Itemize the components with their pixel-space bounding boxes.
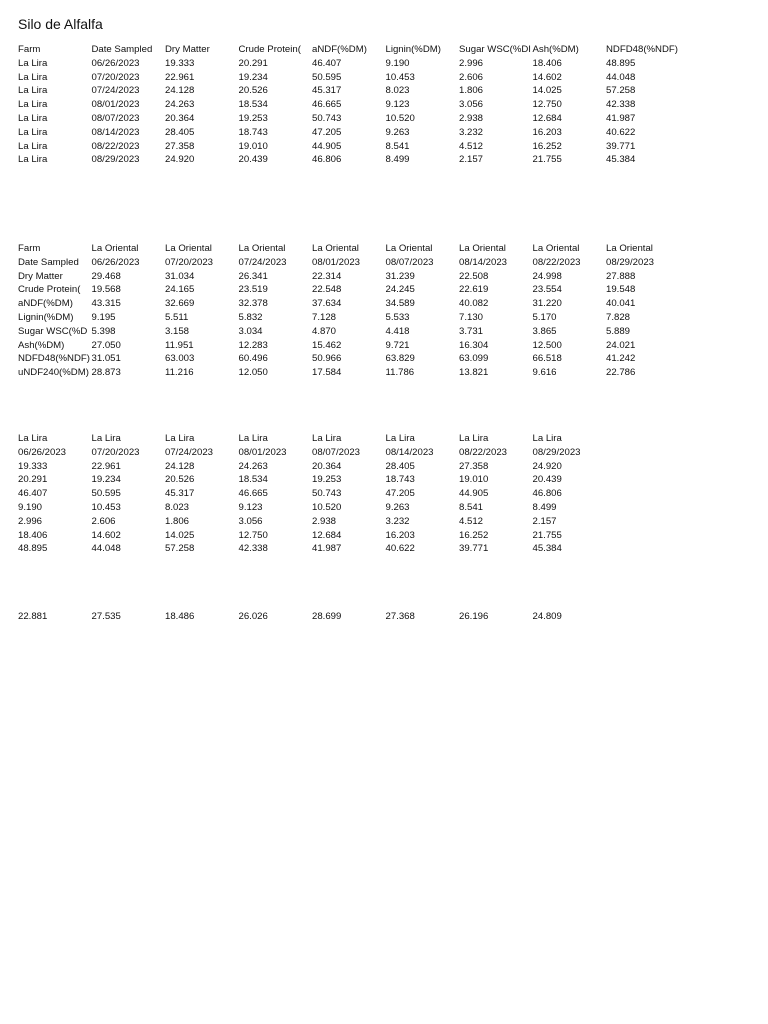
table-cell: La Oriental: [238, 243, 286, 254]
table-row: [18, 311, 755, 325]
table-cell: 3.034: [238, 325, 263, 337]
table-cell: La Lira: [385, 433, 415, 444]
table-cell: 34.589: [385, 298, 415, 310]
table-cell: aNDF(%DM): [18, 298, 73, 310]
table-cell: 19.333: [18, 460, 48, 472]
table-cell: 31.239: [385, 270, 415, 282]
table-cell: La Lira: [18, 154, 48, 166]
table-row: [18, 98, 755, 112]
table-cell: 27.888: [606, 270, 636, 282]
table-row: [18, 610, 755, 624]
table-cell: 19.010: [238, 140, 268, 152]
table-cell: 23.554: [532, 284, 562, 296]
table-row: [18, 501, 755, 515]
table-cell: 19.253: [238, 112, 268, 124]
table-cell: 07/24/2023: [165, 446, 214, 458]
table-cell: 16.304: [459, 339, 489, 351]
table-row: [18, 84, 755, 98]
table-cell: 3.232: [459, 126, 484, 138]
table-cell: 21.755: [532, 154, 562, 166]
table-cell: Crude Protein(: [238, 44, 301, 55]
table-cell: 12.750: [532, 99, 562, 111]
table-cell: La Oriental: [606, 243, 653, 254]
table-cell: 10.453: [385, 71, 415, 83]
table-cell: 3.865: [532, 325, 557, 337]
table-cell: 08/22/2023: [91, 140, 140, 152]
table-cell: 1.806: [165, 515, 190, 527]
table-cell: aNDF(%DM): [312, 44, 367, 55]
table-cell: La Lira: [18, 57, 48, 69]
table-cell: 23.519: [238, 284, 268, 296]
table-cell: 12.750: [238, 529, 268, 541]
table-row: [18, 460, 755, 474]
table-cell: 16.203: [532, 126, 562, 138]
table-cell: La Oriental: [312, 243, 359, 254]
table-cell: 3.158: [165, 325, 190, 337]
table-cell: 12.050: [238, 367, 268, 379]
table-cell: 22.314: [312, 270, 342, 282]
table-cell: 66.518: [532, 353, 562, 365]
table-cell: 19.253: [312, 474, 342, 486]
table-cell: La Lira: [165, 433, 195, 444]
table-row: [18, 487, 755, 501]
table-cell: 3.056: [238, 515, 263, 527]
table-cell: 4.418: [385, 325, 410, 337]
table-cell: 42.338: [238, 543, 268, 555]
table-cell: 24.165: [165, 284, 195, 296]
table-cell: 18.534: [238, 474, 268, 486]
table-cell: 39.771: [459, 543, 489, 555]
table-cell: 12.684: [312, 529, 342, 541]
table-cell: 9.263: [385, 126, 410, 138]
table-cell: La Oriental: [532, 243, 580, 254]
table-cell: 40.041: [606, 298, 636, 310]
table-cell: 50.743: [312, 488, 342, 500]
header-row: [18, 43, 755, 57]
table-cell: 5.533: [385, 311, 410, 323]
table-cell: 8.499: [385, 154, 410, 166]
table-cell: 42.338: [606, 99, 636, 111]
table-cell: 50.743: [312, 112, 342, 124]
table-cell: 08/22/2023: [459, 446, 508, 458]
table-cell: 40.622: [606, 126, 636, 138]
table-cell: 07/20/2023: [91, 446, 140, 458]
table-cell: 12.684: [532, 112, 562, 124]
table-cell: 50.595: [91, 488, 121, 500]
table-cell: 14.025: [165, 529, 195, 541]
table-cell: 48.895: [18, 543, 48, 555]
table-cell: 48.895: [606, 57, 636, 69]
table-cell: 7.828: [606, 311, 631, 323]
table-cell: 24.263: [238, 460, 268, 472]
table-row: [18, 325, 755, 339]
table-cell: 24.263: [165, 99, 195, 111]
table-cell: 14.602: [91, 529, 121, 541]
table-cell: 11.216: [165, 367, 194, 379]
table-cell: 22.881: [18, 611, 48, 622]
table-cell: La Lira: [18, 85, 48, 97]
table-cell: 44.905: [459, 488, 489, 500]
table-cell: La Lira: [18, 99, 48, 111]
table-cell: La Oriental: [91, 243, 139, 254]
table-cell: 26.026: [238, 611, 268, 622]
table-cell: 9.616: [532, 367, 557, 379]
table-cell: 24.245: [385, 284, 415, 296]
table-cell: Sugar WSC(%D: [18, 325, 88, 337]
table-row: [18, 256, 755, 270]
table-cell: 08/01/2023: [238, 446, 287, 458]
table-cell: 2.996: [459, 57, 484, 69]
table-cell: 63.099: [459, 353, 489, 365]
table-cell: Lignin(%DM): [385, 44, 441, 55]
table-cell: 14.602: [532, 71, 562, 83]
table-cell: 28.873: [91, 367, 121, 379]
table-cell: 5.889: [606, 325, 631, 337]
table-cell: 8.541: [385, 140, 410, 152]
table-cell: 3.731: [459, 325, 484, 337]
table-cell: 07/24/2023: [91, 85, 140, 97]
table-cell: 8.023: [165, 501, 190, 513]
table-cell: 16.252: [459, 529, 489, 541]
table-cell: 28.699: [312, 611, 342, 622]
table-cell: 20.364: [165, 112, 195, 124]
table-cell: 46.665: [312, 99, 342, 111]
table-cell: 24.128: [165, 460, 195, 472]
table-cell: 26.196: [459, 611, 489, 622]
table-cell: 3.056: [459, 99, 484, 111]
table-cell: 50.595: [312, 71, 342, 83]
table-cell: 5.398: [91, 325, 116, 337]
table-cell: La Lira: [532, 433, 562, 444]
table-cell: 46.665: [238, 488, 268, 500]
table-cell: 18.406: [18, 529, 48, 541]
table-cell: 18.534: [238, 99, 268, 111]
table-cell: 2.157: [532, 515, 557, 527]
table-cell: 20.526: [238, 85, 268, 97]
table-cell: 31.051: [91, 353, 121, 365]
table-cell: 2.157: [459, 154, 484, 166]
table-cell: La Oriental: [385, 243, 433, 254]
table-row: [18, 352, 755, 366]
table-cell: 22.548: [312, 284, 342, 296]
table-cell: La Lira: [91, 433, 121, 444]
table-cell: 5.511: [165, 311, 189, 323]
table-cell: 08/07/2023: [91, 112, 140, 124]
table-cell: Farm: [18, 243, 41, 254]
table-cell: La Lira: [18, 433, 48, 444]
table-cell: 8.499: [532, 501, 557, 513]
table-cell: 2.938: [459, 112, 484, 124]
table-cell: 5.170: [532, 311, 557, 323]
table-cell: 08/29/2023: [91, 154, 140, 166]
table-cell: 47.205: [385, 488, 415, 500]
table-cell: 22.619: [459, 284, 489, 296]
table-cell: La Lira: [18, 126, 48, 138]
table-cell: La Lira: [18, 140, 48, 152]
table-cell: 18.743: [385, 474, 415, 486]
table-cell: 18.406: [532, 57, 562, 69]
table-cell: 45.317: [312, 85, 342, 97]
table-cell: La Lira: [18, 112, 48, 124]
table-cell: 06/26/2023: [91, 256, 140, 268]
table-cell: 08/07/2023: [312, 446, 361, 458]
table-cell: NDFD48(%NDF): [606, 44, 678, 55]
table-row: [18, 515, 755, 529]
table-cell: 1.806: [459, 85, 484, 97]
table-cell: Dry Matter: [18, 270, 63, 282]
table-cell: La Lira: [312, 433, 342, 444]
table-cell: 19.548: [606, 284, 636, 296]
table-cell: 60.496: [238, 353, 268, 365]
undf240-row-table: [18, 610, 755, 624]
table-cell: 18.743: [238, 126, 268, 138]
table-cell: 4.512: [459, 515, 484, 527]
table-cell: 9.721: [385, 339, 410, 351]
table-cell: 19.010: [459, 474, 489, 486]
table-cell: 28.405: [165, 126, 195, 138]
table-cell: 40.082: [459, 298, 489, 310]
table-row: [18, 297, 755, 311]
table-cell: 20.439: [532, 474, 562, 486]
table-cell: 08/14/2023: [459, 256, 508, 268]
table-cell: 07/24/2023: [238, 256, 287, 268]
table-cell: 11.951: [165, 339, 194, 351]
table-cell: 2.996: [18, 515, 43, 527]
table-cell: Date Sampled: [91, 44, 153, 55]
table-cell: 24.128: [165, 85, 195, 97]
table-cell: 8.541: [459, 501, 484, 513]
table-row: [18, 473, 755, 487]
table-cell: 24.021: [606, 339, 636, 351]
table-row: [18, 432, 755, 446]
table-cell: 27.358: [165, 140, 195, 152]
la-lira-table: [18, 43, 755, 167]
table-cell: 08/14/2023: [91, 126, 140, 138]
table-cell: 9.123: [238, 501, 263, 513]
table-cell: 20.439: [238, 154, 268, 166]
table-cell: 13.821: [459, 367, 489, 379]
table-row: [18, 270, 755, 284]
table-cell: 20.291: [238, 57, 268, 69]
table-cell: 08/07/2023: [385, 256, 434, 268]
table-cell: La Oriental: [459, 243, 506, 254]
table-cell: 44.048: [606, 71, 636, 83]
table-cell: 08/29/2023: [606, 256, 655, 268]
table-cell: NDFD48(%NDF): [18, 353, 90, 365]
table-cell: 44.048: [91, 543, 121, 555]
table-cell: Crude Protein(: [18, 284, 81, 296]
table-cell: 20.364: [312, 460, 342, 472]
table-cell: 22.961: [165, 71, 195, 83]
table-cell: 24.809: [532, 611, 562, 622]
table-cell: 9.123: [385, 99, 410, 111]
table-cell: 16.203: [385, 529, 415, 541]
table-cell: 19.333: [165, 57, 195, 69]
table-cell: 27.368: [385, 611, 415, 622]
table-cell: 7.128: [312, 311, 337, 323]
table-row: [18, 529, 755, 543]
table-cell: 27.535: [91, 611, 121, 622]
table-cell: 3.232: [385, 515, 410, 527]
table-cell: 63.003: [165, 353, 195, 365]
table-row: [18, 366, 755, 380]
table-cell: 22.961: [91, 460, 121, 472]
table-cell: 32.378: [238, 298, 268, 310]
table-cell: 10.520: [385, 112, 415, 124]
page-title: Silo de Alfalfa: [18, 16, 103, 32]
table-cell: 10.520: [312, 501, 342, 513]
table-cell: 18.486: [165, 611, 195, 622]
table-cell: 17.584: [312, 367, 342, 379]
table-cell: 2.938: [312, 515, 337, 527]
table-cell: 50.966: [312, 353, 342, 365]
table-cell: 22.786: [606, 367, 636, 379]
la-oriental-table: [18, 242, 755, 380]
table-cell: 39.771: [606, 140, 636, 152]
table-cell: La Lira: [459, 433, 489, 444]
table-cell: 31.034: [165, 270, 195, 282]
table-cell: 10.453: [91, 501, 121, 513]
table-cell: 24.920: [165, 154, 195, 166]
table-cell: 08/29/2023: [532, 446, 581, 458]
table-row: [18, 542, 755, 556]
table-cell: 06/26/2023: [18, 446, 67, 458]
table-cell: 7.130: [459, 311, 484, 323]
table-cell: 12.500: [532, 339, 562, 351]
table-cell: 31.220: [532, 298, 562, 310]
table-cell: 19.568: [91, 284, 121, 296]
table-cell: 08/01/2023: [312, 256, 361, 268]
table-cell: 46.806: [312, 154, 342, 166]
table-row: [18, 112, 755, 126]
table-cell: 9.190: [18, 501, 43, 513]
table-cell: 45.384: [606, 154, 636, 166]
table-cell: 07/20/2023: [91, 71, 140, 83]
table-cell: Ash(%DM): [532, 44, 579, 55]
table-cell: 26.341: [238, 270, 268, 282]
table-cell: 28.405: [385, 460, 415, 472]
table-cell: 11.786: [385, 367, 415, 379]
table-cell: Lignin(%DM): [18, 311, 74, 323]
table-cell: 07/20/2023: [165, 256, 214, 268]
table-cell: 4.870: [312, 325, 337, 337]
header-row: [18, 242, 755, 256]
table-cell: 08/22/2023: [532, 256, 581, 268]
table-cell: 43.315: [91, 298, 121, 310]
table-cell: Dry Matter: [165, 44, 210, 55]
table-cell: 14.025: [532, 85, 562, 97]
table-cell: 46.806: [532, 488, 562, 500]
table-cell: 22.508: [459, 270, 489, 282]
table-cell: 08/01/2023: [91, 99, 140, 111]
table-cell: Sugar WSC(%DI: [459, 44, 531, 55]
table-cell: Farm: [18, 44, 41, 55]
table-cell: 57.258: [165, 543, 195, 555]
table-cell: 16.252: [532, 140, 562, 152]
table-cell: 57.258: [606, 85, 636, 97]
table-cell: 63.829: [385, 353, 415, 365]
table-cell: 29.468: [91, 270, 121, 282]
table-cell: 19.234: [238, 71, 268, 83]
table-cell: 20.291: [18, 474, 48, 486]
table-cell: 12.283: [238, 339, 268, 351]
table-cell: 9.263: [385, 501, 410, 513]
table-row: [18, 446, 755, 460]
table-cell: 5.832: [238, 311, 263, 323]
table-cell: 08/14/2023: [385, 446, 434, 458]
table-cell: 9.195: [91, 311, 116, 323]
table-cell: 45.317: [165, 488, 195, 500]
table-cell: La Oriental: [165, 243, 212, 254]
table-cell: Ash(%DM): [18, 339, 65, 351]
table-row: [18, 140, 755, 154]
table-cell: La Lira: [238, 433, 268, 444]
table-cell: 37.634: [312, 298, 342, 310]
table-row: [18, 126, 755, 140]
table-cell: 41.242: [606, 353, 636, 365]
table-cell: 20.526: [165, 474, 195, 486]
table-cell: 47.205: [312, 126, 342, 138]
table-cell: La Lira: [18, 71, 48, 83]
la-lira-transposed-table: [18, 432, 755, 556]
table-cell: 9.190: [385, 57, 410, 69]
table-cell: 27.358: [459, 460, 489, 472]
table-row: [18, 283, 755, 297]
table-cell: 24.998: [532, 270, 562, 282]
table-cell: 46.407: [312, 57, 342, 69]
table-cell: Date Sampled: [18, 256, 79, 268]
table-cell: 41.987: [312, 543, 342, 555]
table-cell: uNDF240(%DM): [18, 367, 89, 379]
table-cell: 2.606: [91, 515, 116, 527]
table-cell: 27.050: [91, 339, 121, 351]
table-cell: 4.512: [459, 140, 484, 152]
table-row: [18, 153, 755, 167]
table-row: [18, 71, 755, 85]
table-cell: 45.384: [532, 543, 562, 555]
table-cell: 32.669: [165, 298, 195, 310]
table-cell: 24.920: [532, 460, 562, 472]
table-cell: 40.622: [385, 543, 415, 555]
table-cell: 46.407: [18, 488, 48, 500]
table-cell: 41.987: [606, 112, 636, 124]
table-cell: 44.905: [312, 140, 342, 152]
table-row: [18, 57, 755, 71]
table-cell: 8.023: [385, 85, 410, 97]
table-cell: 15.462: [312, 339, 342, 351]
table-cell: 2.606: [459, 71, 484, 83]
table-cell: 19.234: [91, 474, 121, 486]
table-cell: 21.755: [532, 529, 562, 541]
table-row: [18, 339, 755, 353]
table-cell: 06/26/2023: [91, 57, 140, 69]
